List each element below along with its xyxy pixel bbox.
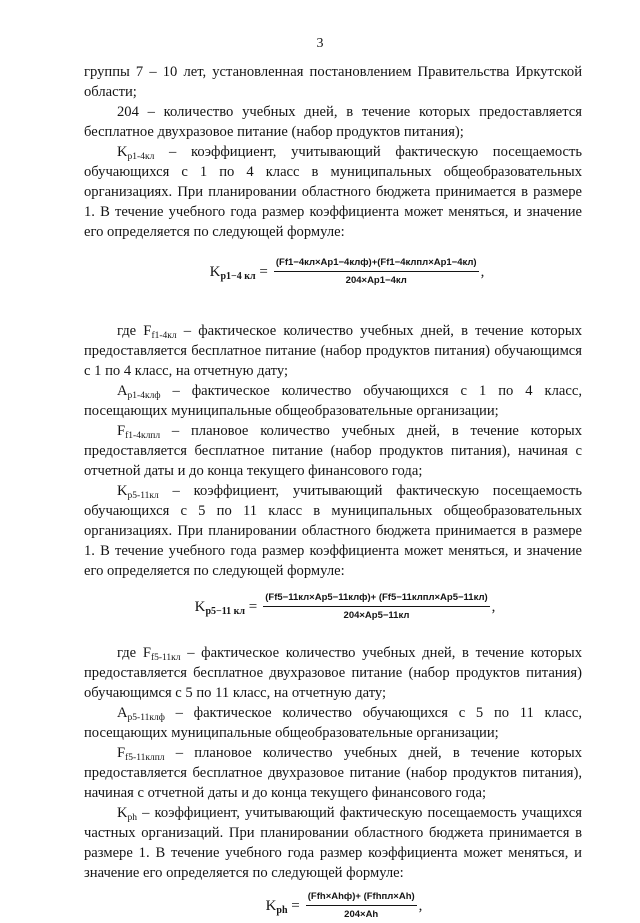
symbol-subscript: f1-4кл xyxy=(151,331,177,341)
symbol-subscript: p1-4кл xyxy=(127,152,155,162)
paragraph-prefix: где F xyxy=(117,323,152,339)
symbol: K xyxy=(117,805,128,821)
formula-numerator: (Ff1−4кл×Ap1−4клф)+(Ff1−4клпл×Ap1−4кл) xyxy=(274,257,479,272)
page-number: 3 xyxy=(316,36,324,51)
paragraph: группы 7 – 10 лет, установленная постановлением Правительства Иркутской области; xyxy=(84,64,582,100)
paragraph-text: – фактическое количество обучающихся с 1 по 4 класс, посещающих муниципальные общеобразовательные организации; xyxy=(84,383,582,419)
paragraph: 204 – количество учебных дней, в течение которых предоставляется бесплатное двухразовое питание (набор продуктов питания); xyxy=(84,104,582,140)
formula-equals: = xyxy=(287,898,300,914)
formula-lhs xyxy=(195,597,258,617)
symbol: A xyxy=(117,705,128,721)
symbol: K xyxy=(117,144,128,160)
formula-denominator: 204×Ah xyxy=(344,909,379,920)
symbol-subscript: f5-11кл xyxy=(150,653,181,663)
symbol: K xyxy=(117,483,128,499)
symbol-subscript: p5-11клф xyxy=(127,713,165,723)
paragraph xyxy=(84,142,582,242)
paragraph xyxy=(84,743,582,803)
paragraph-text: – плановое количество учебных дней, в течение которых предоставляется бесплатное питание (набор продуктов питания), начиная с отчетной даты и до конца текущего финансового года; xyxy=(84,423,582,479)
paragraph xyxy=(84,421,582,481)
paragraph xyxy=(84,803,582,883)
formula-lhs-symbol: K xyxy=(265,898,277,914)
paragraph xyxy=(84,643,582,703)
formula-equals: = xyxy=(245,599,258,615)
formula-equals: = xyxy=(255,264,268,280)
symbol-subscript: p5-11кл xyxy=(127,491,159,501)
formula-k-ph xyxy=(84,889,582,923)
symbol: F xyxy=(117,423,126,439)
symbol-subscript: ph xyxy=(127,813,138,823)
paragraph-text: – коэффициент, учитывающий фактическую посещаемость обучающихся с 5 по 11 класс в муниципальных общеобразовательных организациях. При планировании областного бюджета принимается в размере 1. В течение учебного года размер коэффициента может меняться, и значение его определяется по следующей формуле: xyxy=(84,483,582,579)
formula-lhs-subscript: p1−4 кл xyxy=(220,271,256,282)
symbol: A xyxy=(117,383,128,399)
paragraph-text: – фактическое количество обучающихся с 5 по 11 класс, посещающих муниципальные общеобразовательные организации; xyxy=(84,705,582,741)
formula-lhs-subscript: p5−11 кл xyxy=(205,606,246,617)
paragraph xyxy=(84,321,582,381)
formula-lhs xyxy=(210,262,268,282)
formula-numerator: (Ff5−11кл×Ap5−11клф)+ (Ff5−11клпл×Ap5−11кл) xyxy=(263,592,489,607)
paragraph xyxy=(84,703,582,743)
paragraph-text: – коэффициент, учитывающий фактическую посещаемость учащихся частных организаций. При планировании областного бюджета принимается в размере 1. В течение учебного года размер коэффициента может меняться, и значение его определяется по следующей формуле: xyxy=(84,805,582,881)
formula-k-p5-11 xyxy=(84,588,582,626)
paragraph-text: – плановое количество учебных дней, в течение которых предоставляется бесплатное двухразовое питание (набор продуктов питания), начиная с отчетной даты и до конца текущего финансового года; xyxy=(84,745,582,801)
paragraph xyxy=(84,381,582,421)
document-body xyxy=(84,62,582,923)
formula-comma: , xyxy=(480,264,485,280)
formula-k-p1-4 xyxy=(84,253,582,291)
paragraph xyxy=(84,481,582,581)
paragraph-text: – фактическое количество учебных дней, в течение которых предоставляется бесплатное питание (набор продуктов питания) обучающимся с 1 по 4 класс, на отчетную дату; xyxy=(84,323,582,379)
formula-comma: , xyxy=(418,898,423,914)
formula-lhs xyxy=(266,896,300,916)
formula-lhs-symbol: K xyxy=(194,599,206,615)
symbol-subscript: f1-4клпл xyxy=(125,431,161,441)
formula-lhs-symbol: K xyxy=(209,264,221,280)
formula-numerator: (Ffh×Ahф)+ (Ffhпл×Ah) xyxy=(306,891,417,906)
formula-fraction xyxy=(263,592,489,622)
paragraph-prefix: где F xyxy=(117,645,151,661)
paragraph-text: – фактическое количество учебных дней, в течение которых предоставляется бесплатное двухразовое питание (набор продуктов питания) обучающимся с 5 по 11 класс, на отчетную дату; xyxy=(84,645,582,701)
formula-denominator: 204×Ap1−4кл xyxy=(345,275,407,286)
symbol-subscript: p1-4клф xyxy=(127,391,161,401)
formula-denominator: 204×Ap5−11кл xyxy=(343,610,410,621)
symbol: F xyxy=(117,745,126,761)
formula-comma: , xyxy=(491,599,496,615)
formula-fraction xyxy=(274,257,479,287)
paragraph-text: – коэффициент, учитывающий фактическую посещаемость обучающихся с 1 по 4 класс в муниципальных общеобразовательных организациях. При планировании областного бюджета принимается в размере 1. В течение учебного года размер коэффициента может меняться, и значение его определяется по следующей формуле: xyxy=(84,144,582,240)
formula-lhs-subscript: ph xyxy=(276,905,288,916)
symbol-subscript: f5-11клпл xyxy=(125,753,165,763)
formula-fraction xyxy=(306,891,417,921)
